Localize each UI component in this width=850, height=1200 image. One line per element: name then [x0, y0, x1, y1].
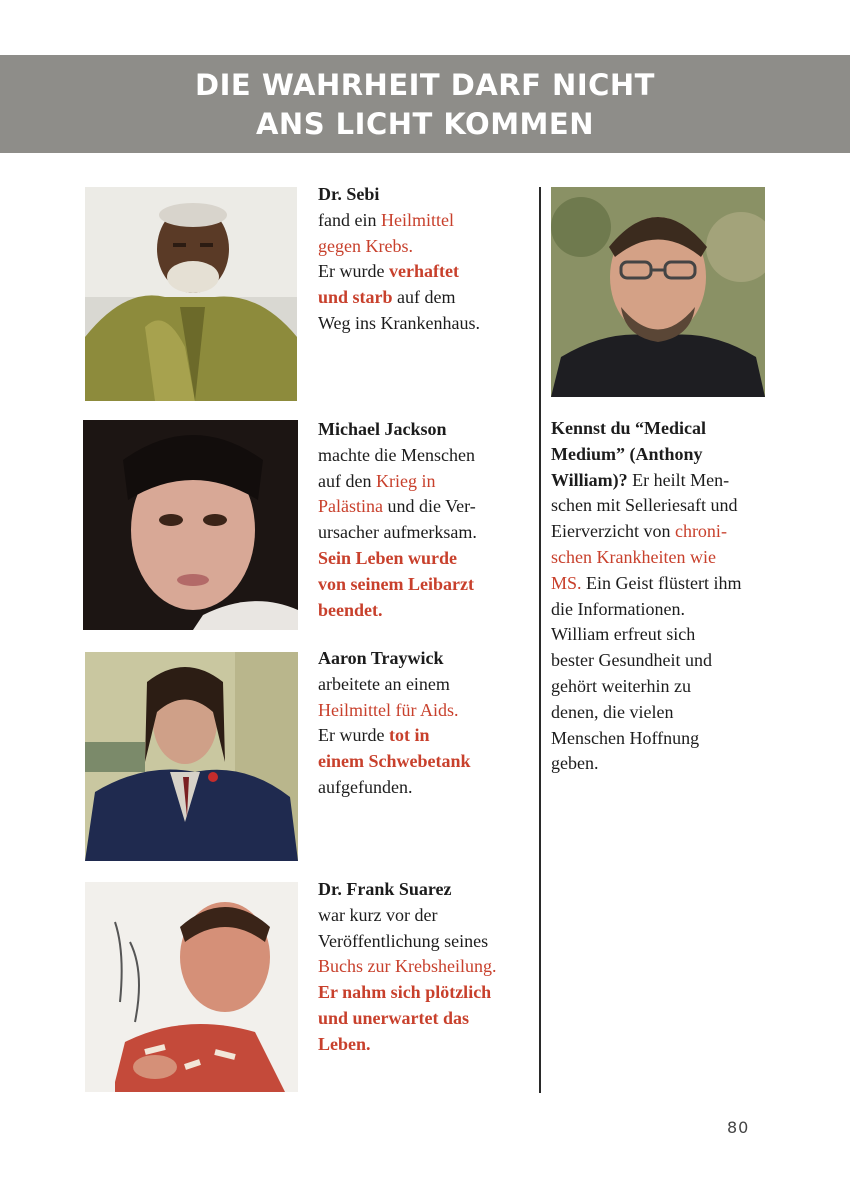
text-line: [318, 285, 533, 311]
text-line: [318, 259, 533, 285]
text-segment: fand ein: [318, 209, 381, 230]
text-segment: Heilmittel für Aids.: [318, 699, 459, 720]
text-segment: Heilmittel: [380, 209, 454, 230]
text-line: [551, 674, 781, 700]
entry-text: [318, 208, 533, 337]
text-segment: Er wurde: [318, 261, 389, 282]
entry-text: [318, 443, 533, 624]
text-line: [318, 520, 533, 546]
entry-text: [551, 416, 781, 777]
text-segment: Sein Leben wurde: [318, 547, 458, 568]
text-segment: einem Schwebetank: [318, 751, 471, 772]
text-line: [551, 416, 781, 442]
text-segment: machte die Menschen: [318, 444, 475, 465]
text-segment: verhaftet: [388, 261, 459, 282]
text-line: [318, 698, 533, 724]
text-line: [551, 751, 781, 777]
text-segment: Er nahm sich plötzlich: [318, 982, 492, 1003]
text-segment: war kurz vor der: [318, 904, 438, 925]
text-segment: Medium” (Anthony: [551, 443, 703, 464]
text-line: [318, 903, 533, 929]
text-line: [318, 311, 533, 337]
entry-michael-jackson: [318, 417, 533, 623]
text-line: [318, 1006, 533, 1032]
text-segment: Krieg in: [375, 470, 436, 491]
text-segment: arbeitete an einem: [318, 673, 450, 694]
entry-text: [318, 903, 533, 1058]
text-segment: ursacher aufmerksam.: [318, 522, 477, 543]
page-title-banner: [0, 55, 850, 153]
text-line: [551, 700, 781, 726]
text-line: [551, 622, 781, 648]
entry-dr-sebi: [318, 182, 533, 337]
text-line: [318, 672, 533, 698]
text-segment: chroni-: [674, 521, 727, 542]
text-segment: aufgefunden.: [318, 776, 413, 797]
text-line: [318, 443, 533, 469]
text-segment: und die Ver-: [383, 496, 476, 517]
text-segment: tot in: [388, 725, 430, 746]
entry-name: Michael Jackson: [318, 419, 447, 439]
page-title-line-2: ANS LICHT KOMMEN: [255, 107, 595, 141]
entry-text: [318, 672, 533, 801]
text-segment: Er heilt Men-: [627, 469, 730, 490]
entry-name: Dr. Sebi: [318, 184, 380, 204]
text-segment: denen, die vielen: [551, 701, 674, 722]
text-line: [318, 572, 533, 598]
text-line: [318, 208, 533, 234]
text-line: [318, 929, 533, 955]
text-segment: und starb: [318, 287, 393, 308]
text-segment: Palästina: [318, 496, 383, 517]
text-segment: beendet.: [318, 599, 383, 620]
text-segment: schen Krankheiten wie: [551, 546, 716, 567]
text-segment: gehört weiterhin zu: [551, 675, 691, 696]
text-segment: Kennst du “Medical: [551, 418, 707, 438]
column-divider: [539, 187, 541, 1093]
text-segment: schen mit Selleriesaft und: [551, 495, 738, 516]
text-segment: Buchs zur Krebsheilung.: [318, 956, 497, 977]
text-line: [318, 954, 533, 980]
portrait-anthony-william: [551, 187, 765, 397]
text-segment: gegen Krebs.: [318, 235, 413, 256]
entry-frank-suarez: [318, 877, 533, 1058]
text-line: [318, 723, 533, 749]
text-segment: Menschen Hoffnung: [551, 727, 700, 748]
text-line: [318, 775, 533, 801]
entry-name: Dr. Frank Suarez: [318, 879, 452, 899]
text-segment: William erfreut sich: [551, 624, 696, 645]
text-segment: bester Gesundheit und: [551, 650, 712, 671]
portrait-michael-jackson: [83, 420, 298, 630]
text-segment: und unerwartet das: [318, 1007, 470, 1028]
text-segment: von seinem Leibarzt: [318, 573, 474, 594]
text-segment: auf dem: [392, 287, 456, 308]
text-line: [551, 519, 781, 545]
entry-name: Aaron Traywick: [318, 648, 444, 668]
text-segment: William)?: [551, 469, 628, 490]
text-line: [318, 749, 533, 775]
text-line: [318, 469, 533, 495]
text-segment: geben.: [551, 753, 599, 774]
text-segment: die Informationen.: [551, 598, 685, 619]
text-segment: Veröffentlichung seines: [318, 930, 489, 951]
text-segment: Weg ins Krankenhaus.: [318, 312, 481, 333]
text-line: [318, 1032, 533, 1058]
text-segment: Leben.: [318, 1033, 371, 1054]
text-line: [318, 234, 533, 260]
portrait-frank-suarez: [85, 882, 298, 1092]
text-line: [551, 442, 781, 468]
text-segment: Ein Geist flüstert ihm: [581, 572, 742, 593]
text-segment: auf den: [318, 470, 376, 491]
text-line: [318, 494, 533, 520]
text-line: [551, 726, 781, 752]
text-line: [551, 545, 781, 571]
text-segment: Er wurde: [318, 725, 389, 746]
text-line: [551, 468, 781, 494]
text-line: [551, 493, 781, 519]
text-line: [318, 980, 533, 1006]
text-line: [551, 571, 781, 597]
page-number: 80: [727, 1118, 750, 1137]
portrait-aaron-traywick: [85, 652, 298, 861]
entry-aaron-traywick: [318, 646, 533, 801]
text-line: [551, 648, 781, 674]
text-line: [318, 546, 533, 572]
text-segment: Eierverzicht von: [551, 521, 675, 542]
text-segment: MS.: [551, 572, 582, 593]
page-title-line-1: DIE WAHRHEIT DARF NICHT: [195, 68, 655, 102]
entry-anthony-william: [551, 416, 781, 777]
portrait-dr-sebi: [85, 187, 297, 401]
text-line: [318, 598, 533, 624]
text-line: [551, 597, 781, 623]
